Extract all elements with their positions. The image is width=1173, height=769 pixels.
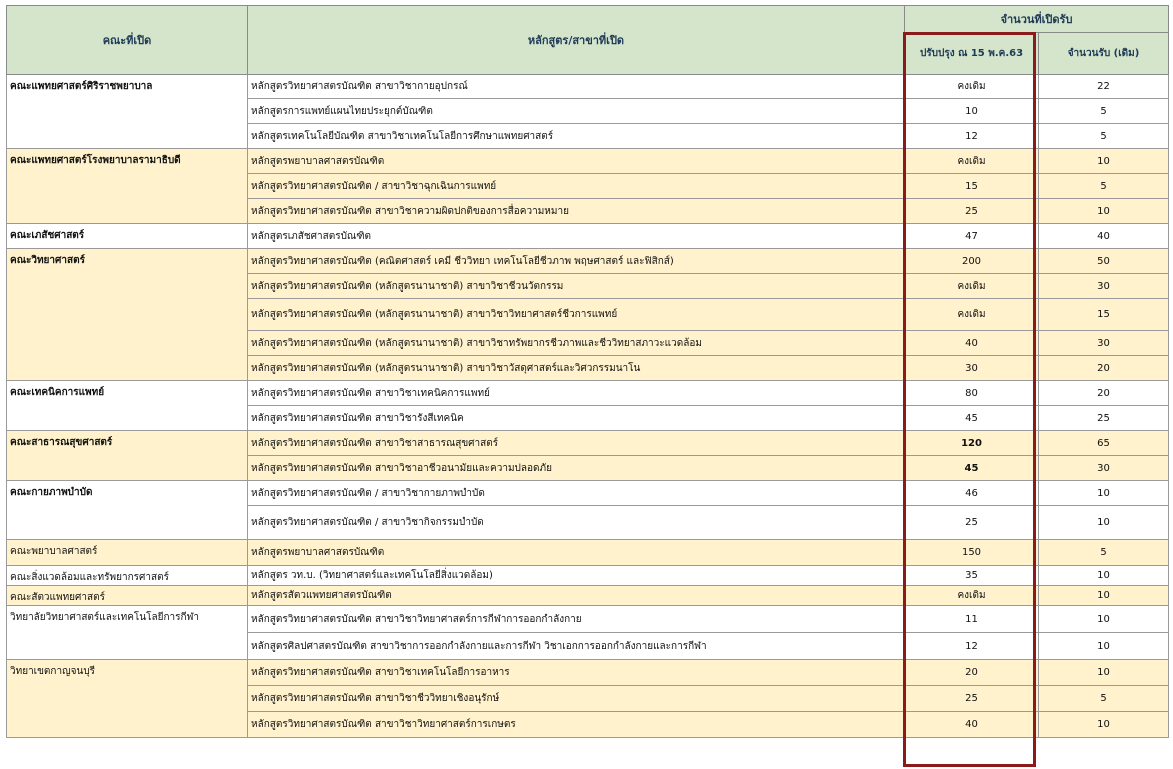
- program-name-cell: หลักสูตรวิทยาศาสตรบัณฑิต สาขาวิชาวิทยาศาสตร์การเกษตร: [248, 712, 905, 738]
- seats-original-cell: 10: [1039, 586, 1169, 606]
- seats-original-cell: 10: [1039, 149, 1169, 174]
- seats-updated-cell: 40: [905, 712, 1039, 738]
- seats-original-cell: 40: [1039, 224, 1169, 249]
- seats-updated-cell: 12: [905, 124, 1039, 149]
- seats-original-cell: 5: [1039, 540, 1169, 566]
- seats-original-cell: 10: [1039, 712, 1169, 738]
- program-name-cell: หลักสูตรวิทยาศาสตรบัณฑิต สาขาวิชากายอุปกรณ์: [248, 75, 905, 99]
- seats-updated-cell: คงเดิม: [905, 274, 1039, 299]
- seats-original-cell: 10: [1039, 199, 1169, 224]
- faculty-name-cell: คณะสาธารณสุขศาสตร์: [7, 431, 248, 481]
- program-header: หลักสูตร/สาขาที่เปิด: [248, 6, 905, 75]
- seats-updated-cell: 120: [905, 431, 1039, 456]
- seats-updated-cell: 30: [905, 356, 1039, 381]
- table-row: [7, 249, 1169, 274]
- seats-updated-cell: 80: [905, 381, 1039, 406]
- table-body: [7, 75, 1169, 738]
- seats-updated-cell: 10: [905, 99, 1039, 124]
- seats-original-cell: 65: [1039, 431, 1169, 456]
- seats-updated-header: ปรับปรุง ณ 15 พ.ค.63: [905, 33, 1039, 75]
- seats-original-header: จำนวนรับ (เดิม): [1039, 33, 1169, 75]
- seats-updated-cell: 25: [905, 686, 1039, 712]
- seats-updated-cell: คงเดิม: [905, 586, 1039, 606]
- faculty-name-cell: คณะสิ่งแวดล้อมและทรัพยากรศาสตร์: [7, 566, 248, 586]
- table-row: [7, 224, 1169, 249]
- header-row-top: [7, 6, 1169, 33]
- table-row: [7, 75, 1169, 99]
- faculty-name-cell: คณะแพทยศาสตร์ศิริราชพยาบาล: [7, 75, 248, 149]
- table-row: [7, 540, 1169, 566]
- seats-original-cell: 10: [1039, 481, 1169, 506]
- program-name-cell: หลักสูตรวิทยาศาสตรบัณฑิต (คณิตศาสตร์ เคมี ชีววิทยา เทคโนโลยีชีวภาพ พฤษศาสตร์ และฟิสิกส์): [248, 249, 905, 274]
- seats-updated-cell: 45: [905, 406, 1039, 431]
- faculty-header: คณะที่เปิด: [7, 6, 248, 75]
- faculty-name-cell: คณะเภสัชศาสตร์: [7, 224, 248, 249]
- seats-updated-cell: 45: [905, 456, 1039, 481]
- program-name-cell: หลักสูตรสัตวแพทยศาสตรบัณฑิต: [248, 586, 905, 606]
- seats-original-cell: 30: [1039, 456, 1169, 481]
- seats-original-cell: 10: [1039, 660, 1169, 686]
- seats-updated-cell: 15: [905, 174, 1039, 199]
- seats-updated-cell: 35: [905, 566, 1039, 586]
- seats-original-cell: 10: [1039, 633, 1169, 660]
- seats-original-cell: 10: [1039, 566, 1169, 586]
- program-name-cell: หลักสูตรวิทยาศาสตรบัณฑิต สาขาวิชาเทคโนโลยีการอาหาร: [248, 660, 905, 686]
- seats-updated-cell: คงเดิม: [905, 75, 1039, 99]
- seats-original-cell: 22: [1039, 75, 1169, 99]
- program-name-cell: หลักสูตร วท.บ. (วิทยาศาสตร์และเทคโนโลยีสิ่งแวดล้อม): [248, 566, 905, 586]
- seats-original-cell: 10: [1039, 606, 1169, 633]
- seats-original-cell: 10: [1039, 506, 1169, 540]
- faculty-name-cell: คณะสัตวแพทยศาสตร์: [7, 586, 248, 606]
- table-row: [7, 149, 1169, 174]
- seats-original-cell: 30: [1039, 274, 1169, 299]
- program-name-cell: หลักสูตรวิทยาศาสตรบัณฑิต สาขาวิชาอาชีวอนามัยและความปลอดภัย: [248, 456, 905, 481]
- seats-updated-cell: 25: [905, 199, 1039, 224]
- seats-original-cell: 30: [1039, 331, 1169, 356]
- program-name-cell: หลักสูตรวิทยาศาสตรบัณฑิต (หลักสูตรนานาชาติ) สาขาวิชาชีวนวัตกรรม: [248, 274, 905, 299]
- faculty-name-cell: คณะเทคนิคการแพทย์: [7, 381, 248, 431]
- seats-updated-cell: 12: [905, 633, 1039, 660]
- seats-original-cell: 20: [1039, 356, 1169, 381]
- seats-original-cell: 20: [1039, 381, 1169, 406]
- seats-updated-cell: คงเดิม: [905, 299, 1039, 331]
- seats-updated-cell: 11: [905, 606, 1039, 633]
- program-name-cell: หลักสูตรวิทยาศาสตรบัณฑิต (หลักสูตรนานาชาติ) สาขาวิชาวิทยาศาสตร์ชีวการแพทย์: [248, 299, 905, 331]
- seats-original-cell: 25: [1039, 406, 1169, 431]
- seats-updated-cell: 150: [905, 540, 1039, 566]
- program-name-cell: หลักสูตรเทคโนโลยีบัณฑิต สาขาวิชาเทคโนโลยีการศึกษาแพทยศาสตร์: [248, 124, 905, 149]
- program-name-cell: หลักสูตรวิทยาศาสตรบัณฑิต / สาขาวิชากิจกรรมบำบัด: [248, 506, 905, 540]
- faculty-name-cell: วิทยาเขตกาญจนบุรี: [7, 660, 248, 738]
- table-row: [7, 660, 1169, 686]
- seats-updated-cell: 40: [905, 331, 1039, 356]
- table-header: [7, 6, 1169, 75]
- table-row: [7, 381, 1169, 406]
- program-name-cell: หลักสูตรวิทยาศาสตรบัณฑิต (หลักสูตรนานาชาติ) สาขาวิชาวัสดุศาสตร์และวิศวกรรมนาโน: [248, 356, 905, 381]
- program-name-cell: หลักสูตรวิทยาศาสตรบัณฑิต สาขาวิชาสาธารณสุขศาสตร์: [248, 431, 905, 456]
- program-name-cell: หลักสูตรเภสัชศาสตรบัณฑิต: [248, 224, 905, 249]
- program-name-cell: หลักสูตรวิทยาศาสตรบัณฑิต สาขาวิชาความผิดปกติของการสื่อความหมาย: [248, 199, 905, 224]
- program-name-cell: หลักสูตรพยาบาลศาสตรบัณฑิต: [248, 149, 905, 174]
- table-row: [7, 481, 1169, 506]
- program-name-cell: หลักสูตรการแพทย์แผนไทยประยุกต์บัณฑิต: [248, 99, 905, 124]
- seats-updated-cell: 25: [905, 506, 1039, 540]
- program-name-cell: หลักสูตรพยาบาลศาสตรบัณฑิต: [248, 540, 905, 566]
- table-row: [7, 431, 1169, 456]
- faculty-name-cell: คณะพยาบาลศาสตร์: [7, 540, 248, 566]
- program-name-cell: หลักสูตรวิทยาศาสตรบัณฑิต / สาขาวิชาฉุกเฉินการแพทย์: [248, 174, 905, 199]
- seats-updated-cell: คงเดิม: [905, 149, 1039, 174]
- seats-original-cell: 5: [1039, 99, 1169, 124]
- seats-updated-cell: 200: [905, 249, 1039, 274]
- seats-updated-cell: 47: [905, 224, 1039, 249]
- faculty-name-cell: คณะวิทยาศาสตร์: [7, 249, 248, 381]
- program-name-cell: หลักสูตรวิทยาศาสตรบัณฑิต สาขาวิชาเทคนิคการแพทย์: [248, 381, 905, 406]
- program-name-cell: หลักสูตรวิทยาศาสตรบัณฑิต สาขาวิชารังสีเทคนิค: [248, 406, 905, 431]
- seats-original-cell: 5: [1039, 124, 1169, 149]
- seats-updated-cell: 46: [905, 481, 1039, 506]
- faculty-name-cell: วิทยาลัยวิทยาศาสตร์และเทคโนโลยีการกีฬา: [7, 606, 248, 660]
- table-row: [7, 566, 1169, 586]
- seats-original-cell: 50: [1039, 249, 1169, 274]
- seats-group-header: จำนวนที่เปิดรับ: [905, 6, 1169, 33]
- program-name-cell: หลักสูตรวิทยาศาสตรบัณฑิต (หลักสูตรนานาชาติ) สาขาวิชาทรัพยากรชีวภาพและชีววิทยาสภาวะแวดล้อม: [248, 331, 905, 356]
- faculty-name-cell: คณะแพทยศาสตร์โรงพยาบาลรามาธิบดี: [7, 149, 248, 224]
- program-name-cell: หลักสูตรวิทยาศาสตรบัณฑิต / สาขาวิชากายภาพบำบัด: [248, 481, 905, 506]
- seats-original-cell: 15: [1039, 299, 1169, 331]
- seats-updated-cell: 20: [905, 660, 1039, 686]
- program-name-cell: หลักสูตรวิทยาศาสตรบัณฑิต สาขาวิชาชีววิทยาเชิงอนุรักษ์: [248, 686, 905, 712]
- program-name-cell: หลักสูตรวิทยาศาสตรบัณฑิต สาขาวิชาวิทยาศาสตร์การกีฬาการออกกำลังกาย: [248, 606, 905, 633]
- seats-original-cell: 5: [1039, 686, 1169, 712]
- table-row: [7, 606, 1169, 633]
- faculty-name-cell: คณะกายภาพบำบัด: [7, 481, 248, 540]
- seats-original-cell: 5: [1039, 174, 1169, 199]
- table-row: [7, 586, 1169, 606]
- admission-table: [6, 5, 1169, 738]
- program-name-cell: หลักสูตรศิลปศาสตรบัณฑิต สาขาวิชาการออกกำลังกายและการกีฬา วิชาเอกการออกกำลังกายและการกีฬา: [248, 633, 905, 660]
